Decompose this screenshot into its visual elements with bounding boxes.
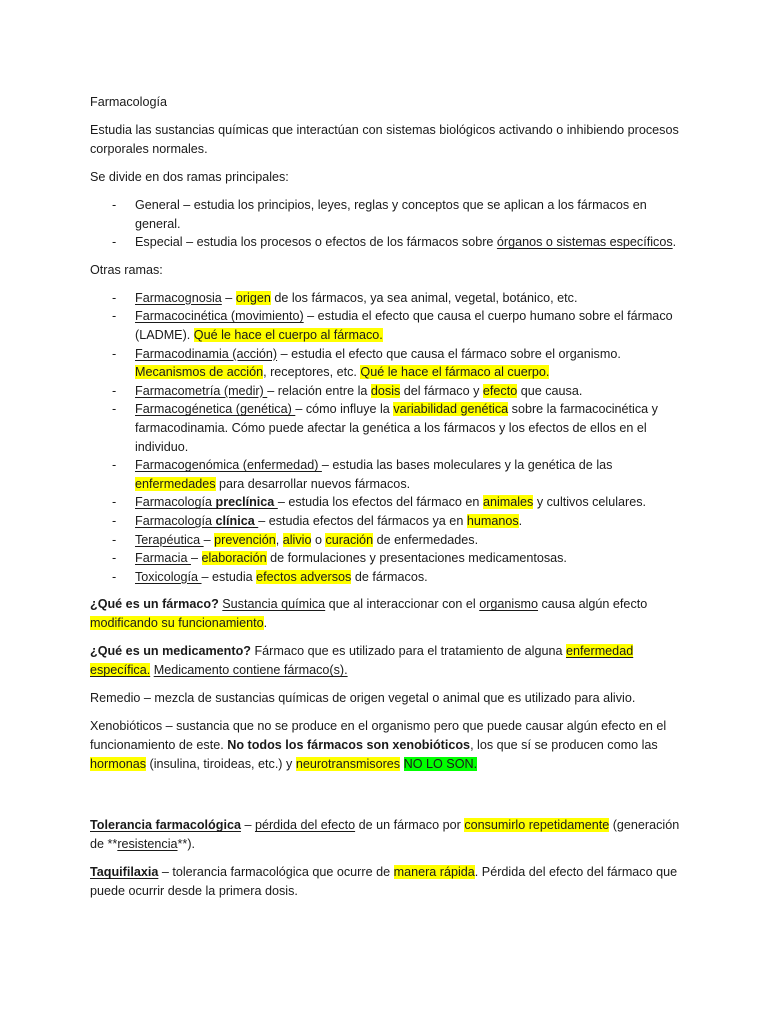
dash-bullet: - [112,551,117,566]
farmaco-paragraph: ¿Qué es un fármaco? Sustancia química que al interaccionar con el organismo causa algún efecto modificando su funcionamiento. [90,597,648,631]
document-page [90,93,690,910]
remedio-paragraph: Remedio – mezcla de sustancias químicas de origen vegetal o animal que es utilizado para alivio. [90,691,636,706]
dash-bullet: - [112,198,117,212]
list-item: - Farmacología clínica – estudia efectos del fármacos ya en humanos. [90,512,690,531]
list-item: - Especial – estudia los procesos o efectos de los fármacos sobre órganos o sistemas específicos. [90,233,690,252]
intro-paragraph: Estudia las sustancias químicas que interactúan con sistemas biológicos activando o inhibiendo procesos corporales normales. [90,123,679,156]
list-item: - Terapéutica – prevención, alivio o curación de enfermedades. [90,531,690,550]
list-item: - Farmacia – elaboración de formulaciones y presentaciones medicamentosas. [90,549,690,568]
document-title: Farmacología [90,95,167,109]
dash-bullet: - [112,346,117,361]
xenobioticos-paragraph: Xenobióticos – sustancia que no se produce en el organismo pero que puede causar algún efecto en el funcionamiento de este. No todos los fármacos son xenobióticos, los que sí se producen como las hormonas (insulina, tiroideas, etc.) y neurotransmisores NO LO SON. [90,719,667,772]
other-branches-list [90,289,690,587]
dash-bullet: - [112,513,117,528]
list-item: - Farmacognosia – origen de los fármacos, ya sea animal, vegetal, botánico, etc. [90,289,690,308]
dash-bullet: - [112,402,117,417]
list-item: - Farmacometría (medir) – relación entre la dosis del fármaco y efecto que causa. [90,382,690,401]
list-item: - Farmacocinética (movimiento) – estudia el efecto que causa el cuerpo humano sobre el fármaco (LADME). Qué le hace el cuerpo al fármaco. [112,309,673,342]
list-item: - Farmacogénetica (genética) – cómo influye la variabilidad genética sobre la farmacocinética y farmacodinamia. Cómo puede afectar la genética a los fármacos y los efectos de ellos en el individuo. [112,402,658,454]
list-item: - Farmacología preclínica – estudia los efectos del fármaco en animales y cultivos celulares. [90,493,690,512]
dash-bullet: - [112,458,117,473]
dash-bullet: - [112,235,117,250]
main-branches-list [90,196,690,252]
dash-bullet: - [112,290,117,305]
blank-line [90,783,690,816]
list-item: - General – estudia los principios, leyes, reglas y conceptos que se aplican a los fármacos en general. [112,198,647,231]
list-item: - Toxicología – estudia efectos adversos de fármacos. [90,568,690,587]
dash-bullet: - [112,532,117,547]
divides-paragraph: Se divide en dos ramas principales: [90,170,289,184]
list-item: - Farmacogenómica (enfermedad) – estudia las bases moleculares y la genética de las enfermedades para desarrollar nuevos fármacos. [112,458,613,491]
dash-bullet: - [112,309,117,324]
dash-bullet: - [112,569,117,584]
dash-bullet: - [112,495,117,510]
tolerancia-paragraph: Tolerancia farmacológica – pérdida del efecto de un fármaco por consumirlo repetidamente (generación de **resistencia**). [90,818,680,852]
dash-bullet: - [112,383,117,398]
taquifilaxia-paragraph: Taquifilaxia – tolerancia farmacológica que ocurre de manera rápida. Pérdida del efecto del fármaco que puede ocurrir desde la primera dosis. [90,865,678,899]
medicamento-paragraph: ¿Qué es un medicamento? Fármaco que es utilizado para el tratamiento de alguna enfermedad específica. Medicamento contiene fármaco(s). [90,644,634,678]
otras-heading: Otras ramas: [90,262,163,277]
list-item: - Farmacodinamia (acción) – estudia el efecto que causa el fármaco sobre el organismo. Mecanismos de acción, receptores, etc. Qué le hace el fármaco al cuerpo. [112,346,621,380]
